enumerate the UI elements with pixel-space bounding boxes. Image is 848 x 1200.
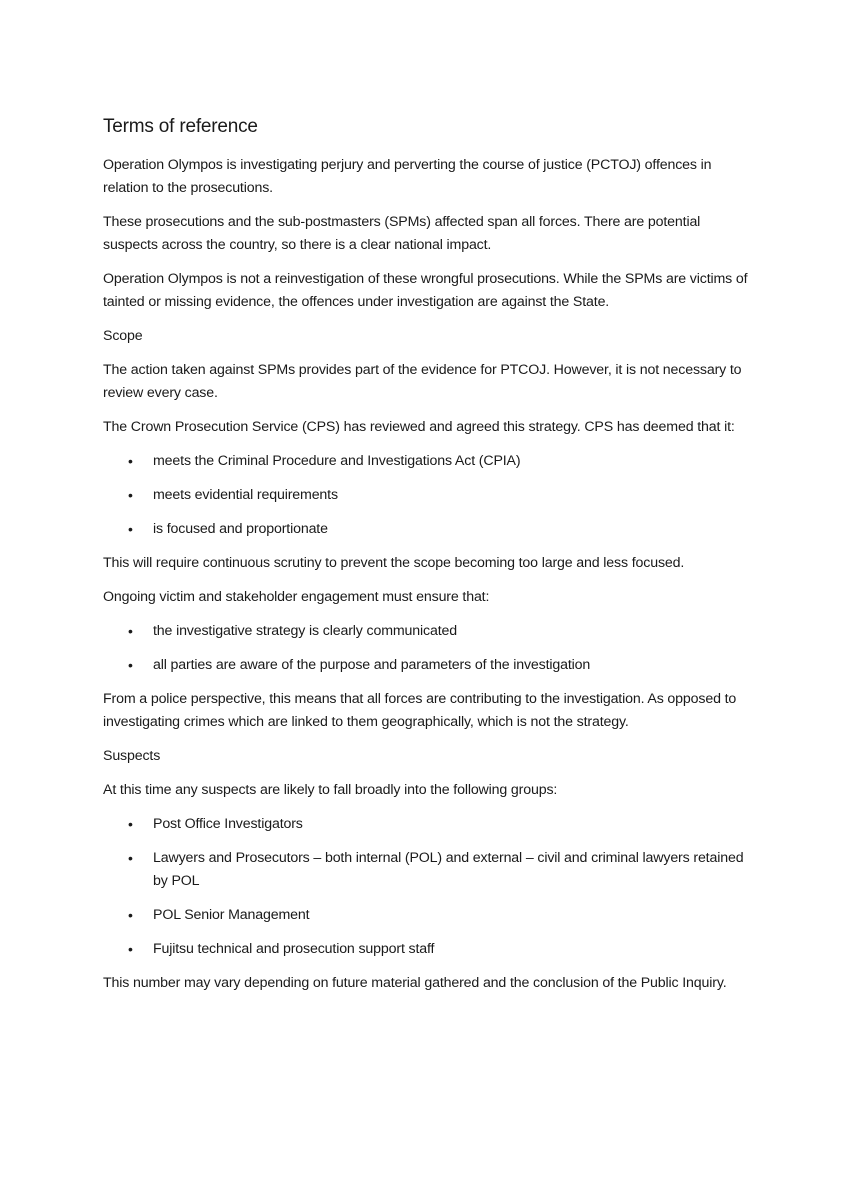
list-item [103, 847, 753, 893]
bullet-icon: • [128, 941, 133, 957]
page-title: Terms of reference [103, 116, 258, 137]
list-item [103, 813, 753, 836]
bullet-icon: • [128, 907, 133, 923]
suspects-label: Suspects [103, 748, 161, 764]
list-item-text: Fujitsu technical and prosecution support staff [153, 941, 435, 957]
bullet-icon: • [128, 487, 133, 503]
list-item [103, 654, 753, 677]
intro-paragraph-1: Operation Olympos is investigating perjury and perverting the course of justice (PCTOJ) offences in relation to the prosecutions. [103, 157, 712, 196]
list-item-text: meets the Criminal Procedure and Investigations Act (CPIA) [153, 453, 521, 469]
list-item-text: all parties are aware of the purpose and parameters of the investigation [153, 657, 591, 673]
cps-list [103, 450, 753, 541]
list-item [103, 938, 753, 961]
list-item-text: POL Senior Management [153, 907, 310, 923]
scope-paragraph-4: Ongoing victim and stakeholder engagement must ensure that: [103, 589, 490, 605]
engagement-list [103, 620, 753, 677]
list-item [103, 450, 753, 473]
scope-paragraph-5: From a police perspective, this means that all forces are contributing to the investigation. As opposed to investigating crimes which are linked to them geographically, which is not the strategy. [103, 691, 737, 730]
list-item-text: Lawyers and Prosecutors – both internal (POL) and external – civil and criminal lawyers retained by POL [153, 850, 744, 889]
bullet-icon: • [128, 623, 133, 639]
list-item-text: Post Office Investigators [153, 816, 303, 832]
scope-label: Scope [103, 328, 143, 344]
list-item [103, 518, 753, 541]
suspects-paragraph-2: This number may vary depending on future material gathered and the conclusion of the Public Inquiry. [103, 975, 727, 991]
list-item-text: is focused and proportionate [153, 521, 328, 537]
bullet-icon: • [128, 816, 133, 832]
bullet-icon: • [128, 657, 133, 673]
bullet-icon: • [128, 453, 133, 469]
list-item [103, 904, 753, 927]
intro-paragraph-3: Operation Olympos is not a reinvestigation of these wrongful prosecutions. While the SPMs are victims of tainted or missing evidence, the offences under investigation are against the State. [103, 271, 748, 310]
scope-paragraph-2: The Crown Prosecution Service (CPS) has reviewed and agreed this strategy. CPS has deemed that it: [103, 419, 735, 435]
document-page [103, 114, 753, 1006]
list-item [103, 484, 753, 507]
list-item-text: the investigative strategy is clearly communicated [153, 623, 457, 639]
intro-paragraph-2: These prosecutions and the sub-postmasters (SPMs) affected span all forces. There are potential suspects across the country, so there is a clear national impact. [103, 214, 701, 253]
list-item-text: meets evidential requirements [153, 487, 338, 503]
scope-paragraph-1: The action taken against SPMs provides part of the evidence for PTCOJ. However, it is not necessary to review every case. [103, 362, 742, 401]
suspects-list [103, 813, 753, 961]
bullet-icon: • [128, 850, 133, 866]
list-item [103, 620, 753, 643]
bullet-icon: • [128, 521, 133, 537]
suspects-paragraph-1: At this time any suspects are likely to fall broadly into the following groups: [103, 782, 558, 798]
scope-paragraph-3: This will require continuous scrutiny to prevent the scope becoming too large and less focused. [103, 555, 685, 571]
